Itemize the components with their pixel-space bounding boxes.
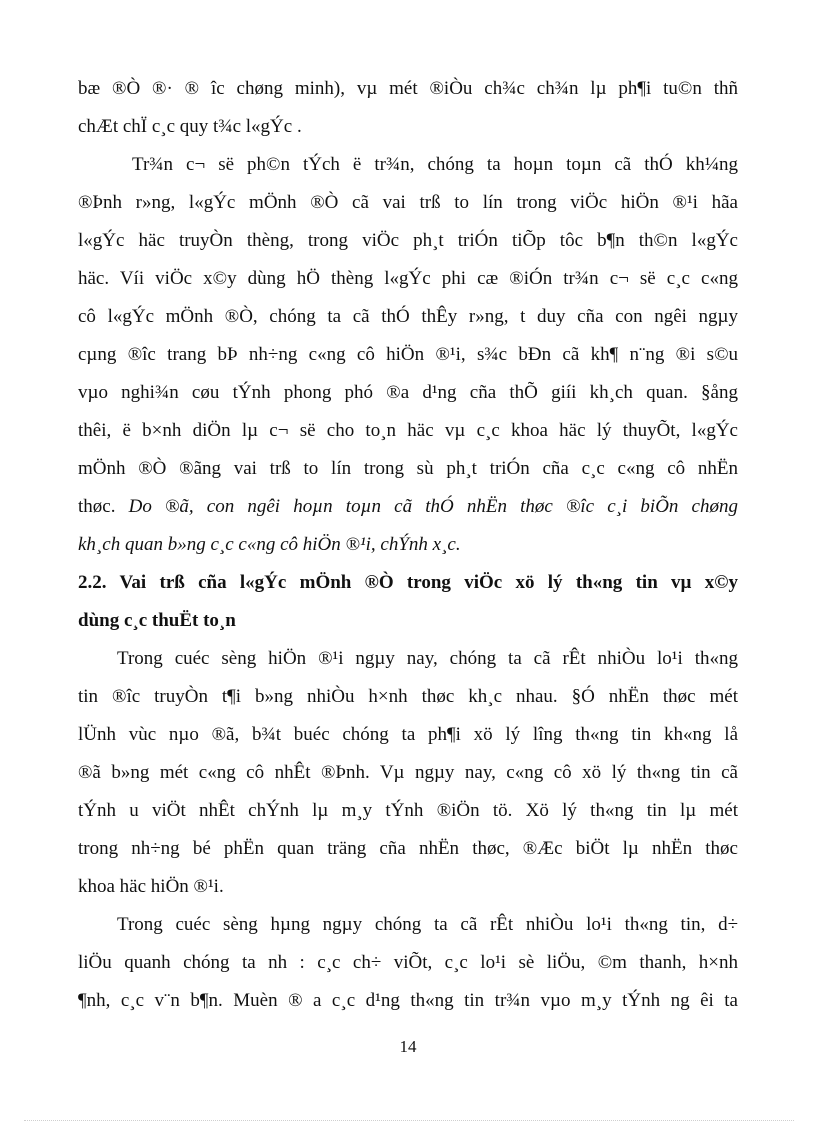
text-line: vµo nghi¾n cøu tÝnh phong phó ®a d¹ng cña thÕ giíi kh¸ch quan. §ång <box>78 382 738 403</box>
section-heading: dùng c¸c thuËt to¸n <box>78 610 236 631</box>
text-line: bæ ®Ò ®· ® îc chøng minh), vµ mét ®iÒu ch¾c ch¾n lµ ph¶i tu©n thñ <box>78 78 738 99</box>
text-line: Tr¾n c¬ së ph©n tÝch ë tr¾n, chóng ta hoµn toµn cã thÓ kh¼ng <box>132 154 738 175</box>
text-line: cµng ®îc trang bÞ nh÷ng c«ng cô hiÖn ®¹i, s¾c bÐn cã kh¶ n¨ng ®i s©u <box>78 344 738 365</box>
text-line: cô l«gÝc mÖnh ®Ò, chóng ta cã thÓ thÊy r»ng, t duy cña con ngêi ngµy <box>78 306 738 327</box>
text-line: chÆt chÏ c¸c quy t¾c l«gÝc . <box>78 116 302 137</box>
text-line: häc. Víi viÖc x©y dùng hÖ thèng l«gÝc phi cæ ®iÓn tr¾n c¬ së c¸c c«ng <box>78 268 738 289</box>
text-line: thêi, ë b×nh diÖn lµ c¬ së cho to¸n häc vµ c¸c khoa häc lý thuyÕt, l«gÝc <box>78 420 738 441</box>
text-line-italic: kh¸ch quan b»ng c¸c c«ng cô hiÖn ®¹i, chÝnh x¸c. <box>78 534 461 555</box>
text-normal: thøc. <box>78 496 129 517</box>
text-line: tin ®îc truyÒn t¶i b»ng nhiÒu h×nh thøc kh¸c nhau. §Ó nhËn thøc mét <box>78 686 738 707</box>
text-line: liÖu quanh chóng ta nh : c¸c ch÷ viÕt, c¸c lo¹i sè liÖu, ©m thanh, h×nh <box>78 952 738 973</box>
text-line: l«gÝc häc truyÒn thèng, trong viÖc ph¸t triÓn tiÕp tôc b¶n th©n l«gÝc <box>78 230 738 251</box>
text-line: mÖnh ®Ò ®ãng vai trß to lín trong sù ph¸t triÓn cña c¸c c«ng cô nhËn <box>78 458 738 479</box>
text-line: ®ã b»ng mét c«ng cô nhÊt ®Þnh. Vµ ngµy nay, c«ng cô xö lý th«ng tin cã <box>78 762 738 783</box>
text-line-mixed <box>78 495 738 519</box>
page-border <box>24 1120 794 1121</box>
text-line: trong nh÷ng bé phËn quan träng cña nhËn thøc, ®Æc biÖt lµ nhËn thøc <box>78 838 738 859</box>
text-line: Trong cuéc sèng hiÖn ®¹i ngµy nay, chóng ta cã rÊt nhiÒu lo¹i th«ng <box>117 648 738 669</box>
text-line: ®Þnh r»ng, l«gÝc mÖnh ®Ò cã vai trß to lín trong viÖc hiÖn ®¹i hãa <box>78 192 738 213</box>
text-line: khoa häc hiÖn ®¹i. <box>78 876 224 897</box>
text-line: lÜnh vùc nµo ®ã, b¾t buéc chóng ta ph¶i xö lý lîng th«ng tin kh«ng lå <box>78 724 738 745</box>
text-line: Trong cuéc sèng hµng ngµy chóng ta cã rÊt nhiÒu lo¹i th«ng tin, d÷ <box>117 914 738 935</box>
text-italic: Do ®ã, con ngêi hoµn toµn cã thÓ nhËn thøc ®îc c¸i biÕn chøng <box>128 496 738 517</box>
page-number: 14 <box>399 1037 417 1056</box>
section-heading: 2.2. Vai trß cña l«gÝc mÖnh ®Ò trong viÖc xö lý th«ng tin vµ x©y <box>78 572 738 593</box>
text-line: tÝnh u viÖt nhÊt chÝnh lµ m¸y tÝnh ®iÖn tö. Xö lý th«ng tin lµ mét <box>78 800 738 821</box>
text-line: ¶nh, c¸c v¨n b¶n. Muèn ® a c¸c d¹ng th«ng tin tr¾n vµo m¸y tÝnh ng êi ta <box>78 990 738 1011</box>
